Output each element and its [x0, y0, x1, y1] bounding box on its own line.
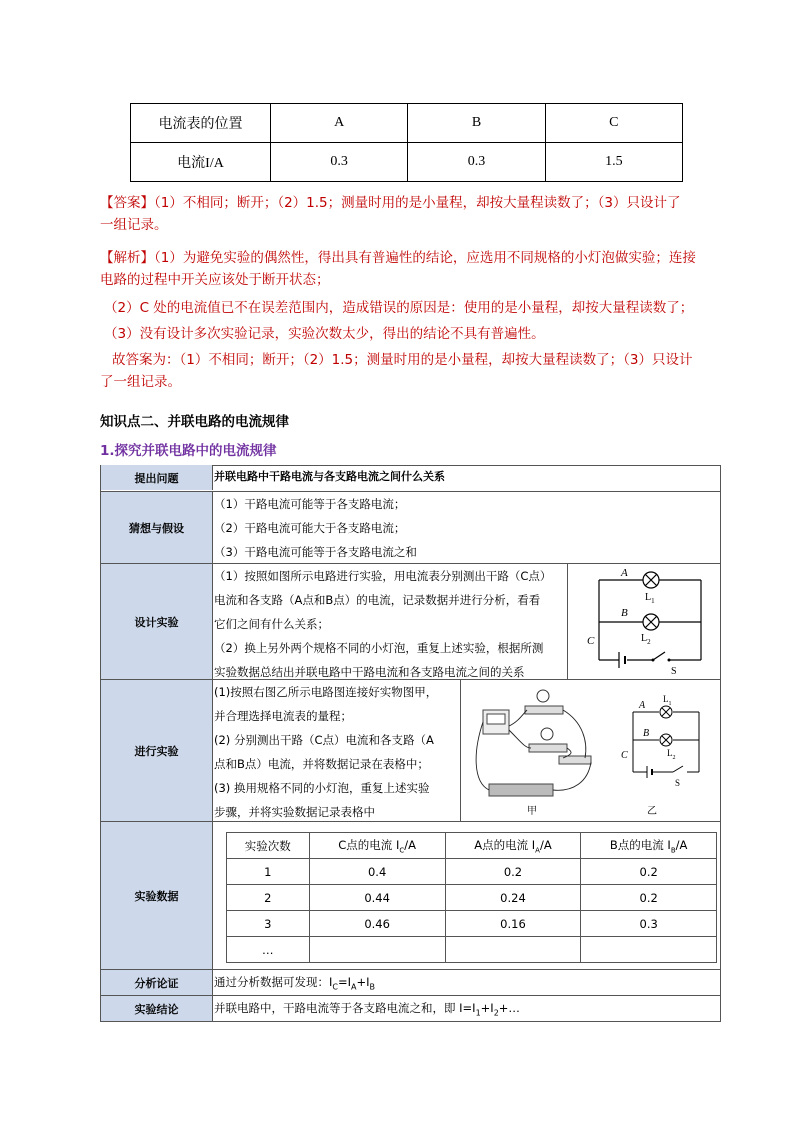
- point-b-label: B: [643, 728, 650, 739]
- table-row: [101, 465, 720, 490]
- current-position-table: [130, 103, 683, 182]
- table-cell: [309, 937, 445, 963]
- table-cell: 3: [227, 911, 310, 937]
- text-line: 它们之间有什么关系；: [214, 617, 329, 631]
- switch-label: S: [671, 666, 677, 677]
- hypothesis-item: （3）干路电流可能等于各支路电流之和: [214, 545, 417, 559]
- answer-block: [100, 192, 722, 236]
- row-label: 设计实验: [101, 564, 213, 680]
- table-cell: 电流表的位置: [131, 104, 271, 143]
- table-cell: 0.3: [581, 911, 717, 937]
- point-a-label: A: [639, 700, 646, 711]
- table-cell: 0.2: [445, 859, 581, 885]
- answer-line: 一组记录。: [100, 217, 168, 233]
- table-row: [101, 679, 720, 822]
- text-line: 并合理选择电流表的量程；: [214, 709, 352, 723]
- point-c-label: C: [587, 635, 595, 647]
- table-cell: 0.46: [309, 911, 445, 937]
- row-label: 实验数据: [101, 822, 213, 970]
- table-row: [227, 911, 717, 937]
- circuit-figure-yi: [603, 682, 719, 820]
- row-text: [214, 680, 459, 824]
- section-title: 知识点二、并联电路的电流规律: [100, 414, 289, 430]
- text-line: 步骤，并将实验数据记录表格中: [214, 805, 375, 819]
- lamp-l2-label: $L_2$: [641, 633, 651, 646]
- table-row: [101, 491, 720, 564]
- lamp-l1-label: $L_1$: [663, 694, 672, 707]
- experiment-data-table: [226, 832, 717, 963]
- table-cell: 2: [227, 885, 310, 911]
- table-row: [227, 885, 717, 911]
- row-text: [214, 564, 568, 684]
- switch-label: S: [675, 778, 681, 788]
- analysis-tag: 【解析】: [100, 250, 154, 266]
- row-text: 并联电路中，干路电流等于各支路电流之和，即 $I=I_1+I_2+\dots$: [214, 1001, 520, 1018]
- conclusion-line: 了一组记录。: [100, 374, 181, 390]
- row-text: 并联电路中干路电流与各支路电流之间什么关系: [214, 470, 445, 483]
- table-row: [101, 563, 720, 680]
- table-row: [227, 859, 717, 885]
- table-row: [101, 995, 720, 1021]
- row-label: 进行实验: [101, 680, 213, 822]
- text-line: (1)按照右图乙所示电路图连接好实物图甲，: [214, 685, 438, 699]
- table-cell: 0.24: [445, 885, 581, 911]
- conclusion-line: 故答案为：（1）不相同；断开；（2）1.5；测量时用的是小量程，却按大量程读数了；（3）只设计: [112, 352, 693, 368]
- point-b-label: B: [621, 607, 628, 619]
- text-line: 电流和各支路（A点和B点）的电流，记录数据并进行分析，看看: [214, 593, 541, 607]
- row-label: 猜想与假设: [101, 492, 213, 564]
- row-text: [214, 492, 417, 564]
- answer-line: （1）不相同；断开；（2）1.5；测量时用的是小量程，却按大量程读数了；（3）只设计了: [154, 195, 681, 211]
- table-row: [101, 969, 720, 996]
- answer-tag: 【答案】: [100, 195, 154, 211]
- hypothesis-item: （1）干路电流可能等于各支路电流；: [214, 497, 406, 511]
- table-cell: 0.2: [581, 885, 717, 911]
- header-cell: C点的电流 $I_C/A$: [309, 833, 445, 859]
- text-line: （1）按照如图所示电路进行实验，用电流表分别测出干路（C点）: [214, 569, 552, 583]
- table-row: [131, 143, 683, 182]
- table-header-row: [227, 833, 717, 859]
- table-cell: A: [271, 104, 408, 143]
- row-label: 实验结论: [101, 996, 213, 1021]
- figure-yi-caption: 乙: [647, 806, 657, 817]
- header-cell: 实验次数: [227, 833, 310, 859]
- point-a-label: A: [621, 567, 628, 579]
- text-line: 点和B点）电流，并将数据记录在表格中；: [214, 757, 429, 771]
- table-cell: 0.44: [309, 885, 445, 911]
- analysis-line: （1）为避免实验的偶然性，得出具有普遍性的结论，应选用不同规格的小灯泡做实验；连接: [154, 250, 696, 266]
- text-line: （2）换上另外两个规格不同的小灯泡，重复上述实验，根据所测: [214, 641, 544, 655]
- analysis-line: （2）C 处的电流值已不在误差范围内，造成错误的原因是：使用的是小量程，却按大量程读数了；: [104, 300, 694, 316]
- divider: [567, 564, 568, 680]
- table-cell: 1.5: [545, 143, 682, 182]
- analysis-line: 电路的过程中开关应该处于断开状态；: [100, 272, 330, 288]
- subsection-title: 1.探究并联电路中的电流规律: [100, 443, 277, 459]
- table-cell: 0.3: [271, 143, 408, 182]
- analysis-block: [100, 247, 722, 393]
- figure-jia-caption: 甲: [527, 806, 537, 817]
- text-line: (3) 换用规格不同的小灯泡，重复上述实验: [214, 781, 430, 795]
- table-cell: 1: [227, 859, 310, 885]
- table-cell: B: [408, 104, 545, 143]
- table-cell: 0.16: [445, 911, 581, 937]
- row-text: 通过分析数据可发现：$I_C=I_A+I_B$: [214, 975, 376, 992]
- divider: [460, 680, 461, 822]
- apparatus-figure-jia: [463, 682, 603, 820]
- table-row: [227, 937, 717, 963]
- row-label: 提出问题: [101, 465, 213, 490]
- header-cell: A点的电流 $I_A/A$: [445, 833, 581, 859]
- parallel-circuit-diagram: [569, 566, 719, 678]
- table-cell: [445, 937, 581, 963]
- table-cell: C: [545, 104, 682, 143]
- text-line: 实验数据总结出并联电路中干路电流和各支路电流之间的关系: [214, 665, 525, 679]
- table-cell: 0.2: [581, 859, 717, 885]
- table-cell: 电流I/A: [131, 143, 271, 182]
- lamp-l1-label: $L_1$: [645, 592, 655, 605]
- analysis-line: （3）没有设计多次实验记录，实验次数太少，得出的结论不具有普遍性。: [104, 326, 545, 342]
- table-cell: [581, 937, 717, 963]
- hypothesis-item: （2）干路电流可能大于各支路电流；: [214, 521, 406, 535]
- table-cell: 0.4: [309, 859, 445, 885]
- table-row: [131, 104, 683, 143]
- header-cell: B点的电流 $I_B/A$: [581, 833, 717, 859]
- table-cell: …: [227, 937, 310, 963]
- row-label: 分析论证: [101, 970, 213, 996]
- lamp-l2-label: $L_2$: [667, 748, 676, 761]
- text-line: (2) 分别测出干路（C点）电流和各支路（A: [214, 733, 434, 747]
- table-cell: 0.3: [408, 143, 545, 182]
- point-c-label: C: [621, 750, 628, 761]
